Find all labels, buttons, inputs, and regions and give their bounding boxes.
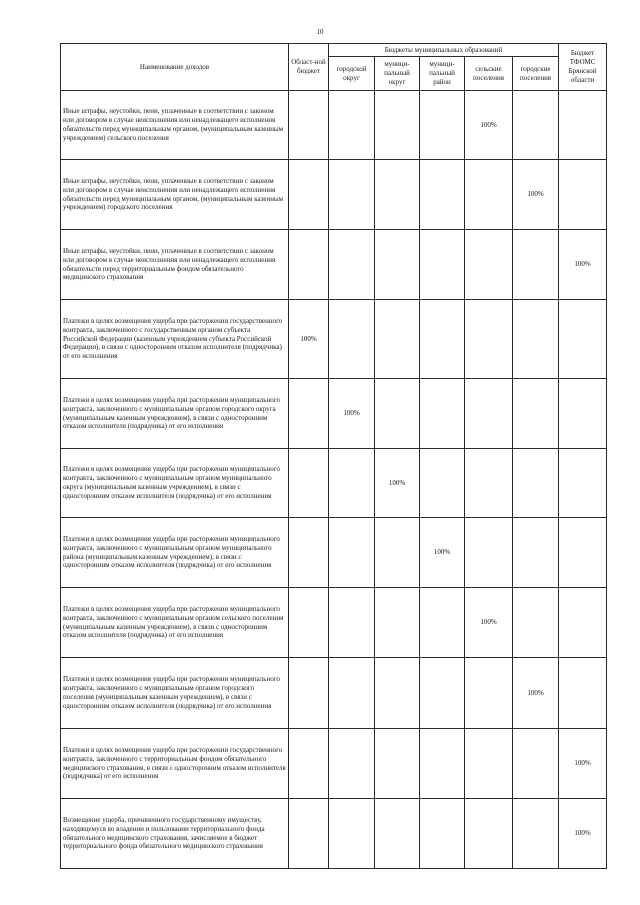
percentage-cell xyxy=(420,300,465,379)
percentage-cell xyxy=(375,91,420,160)
table-row xyxy=(61,91,607,160)
percentage-cell xyxy=(513,91,559,160)
percentage-cell xyxy=(465,160,513,230)
percentage-cell xyxy=(465,658,513,729)
percentage-cell: 100% xyxy=(329,379,375,449)
percentage-cell xyxy=(420,588,465,658)
percentage-cell: 100% xyxy=(289,300,329,379)
percentage-cell xyxy=(513,449,559,518)
percentage-cell: 100% xyxy=(559,230,607,300)
header-tfoms-budget: Бюджет ТФОМС Брянской области xyxy=(559,44,607,91)
percentage-cell xyxy=(465,799,513,869)
revenue-description: Возмещение ущерба, причиненного государственному имуществу, находящемуся во владении и пользовании территориального фонда обязательного медицинского страхования, зачисляемое в бюджет территориального фонда обязательного медицинского страхования xyxy=(61,799,289,869)
percentage-cell: 100% xyxy=(559,799,607,869)
percentage-cell xyxy=(329,230,375,300)
percentage-cell: 100% xyxy=(513,160,559,230)
percentage-cell xyxy=(559,658,607,729)
percentage-cell xyxy=(420,91,465,160)
percentage-cell xyxy=(329,449,375,518)
percentage-cell xyxy=(289,230,329,300)
percentage-cell xyxy=(329,518,375,588)
percentage-cell xyxy=(559,300,607,379)
table-row xyxy=(61,300,607,379)
revenue-description: Платежи в целях возмещения ущерба при расторжении муниципального контракта, заключенного с муниципальным органом городского округа (муниципальным казенным учреждением), в связи с односторонним отказом исполнителя (подрядчика) от его исполнения xyxy=(61,379,289,449)
header-municipal-rayon: муници-пальный район xyxy=(420,57,465,91)
percentage-cell xyxy=(420,230,465,300)
revenue-description: Иные штрафы, неустойки, пени, уплаченные в соответствии с законом или договором в случае неисполнения или ненадлежащего исполнения обязательств перед муниципальным органом, (муниципальным казенным учреждением) сельского поселения xyxy=(61,91,289,160)
table-row xyxy=(61,588,607,658)
percentage-cell xyxy=(375,379,420,449)
percentage-cell xyxy=(420,658,465,729)
percentage-cell xyxy=(559,91,607,160)
percentage-cell xyxy=(375,160,420,230)
revenue-description: Иные штрафы, неустойки, пени, уплаченные в соответствии с законом или договором в случае неисполнения или ненадлежащего исполнения обязательств перед территориальным фондом обязательного медицинского страхования xyxy=(61,230,289,300)
percentage-cell xyxy=(375,518,420,588)
percentage-cell xyxy=(465,300,513,379)
table-row xyxy=(61,518,607,588)
table-row xyxy=(61,379,607,449)
revenue-description: Иные штрафы, неустойки, пени, уплаченные в соответствии с законом или договором в случае неисполнения или ненадлежащего исполнения обязательств перед муниципальным органом, (муниципальным казенным учреждением) городского поселения xyxy=(61,160,289,230)
header-revenue-name: Наименование доходов xyxy=(61,44,289,91)
percentage-cell xyxy=(289,518,329,588)
percentage-cell xyxy=(289,799,329,869)
percentage-cell xyxy=(329,300,375,379)
percentage-cell xyxy=(375,799,420,869)
percentage-cell xyxy=(289,379,329,449)
percentage-cell xyxy=(513,799,559,869)
percentage-cell xyxy=(329,729,375,799)
table-body xyxy=(61,91,607,869)
revenue-description: Платежи в целях возмещения ущерба при расторжении муниципального контракта, заключенного с муниципальным органом сельского поселения (муниципальным казенным учреждением), в связи с односторонним отказом исполнителя (подрядчика) от его исполнения xyxy=(61,588,289,658)
revenue-distribution-table xyxy=(60,43,607,869)
table-row xyxy=(61,230,607,300)
percentage-cell xyxy=(329,658,375,729)
percentage-cell xyxy=(329,799,375,869)
percentage-cell xyxy=(420,449,465,518)
percentage-cell: 100% xyxy=(375,449,420,518)
percentage-cell xyxy=(465,449,513,518)
percentage-cell xyxy=(513,230,559,300)
percentage-cell xyxy=(375,230,420,300)
percentage-cell xyxy=(329,91,375,160)
percentage-cell xyxy=(559,379,607,449)
revenue-description: Платежи в целях возмещения ущерба при расторжении государственного контракта, заключенного с государственным органом субъекта Российской Федерации (казенным учреждением субъекта Российской Федерации), в связи с односторонним отказом исполнителя (подрядчика) от его исполнения xyxy=(61,300,289,379)
revenue-description: Платежи в целях возмещения ущерба при расторжении государственного контракта, заключенного с территориальным фондом обязательного медицинского страхования, в связи с односторонним отказом исполнителя (подрядчика) от его исполнения xyxy=(61,729,289,799)
header-municipal-budgets: Бюджеты муниципальных образований xyxy=(329,44,559,57)
percentage-cell xyxy=(329,588,375,658)
percentage-cell xyxy=(465,230,513,300)
percentage-cell: 100% xyxy=(513,658,559,729)
percentage-cell: 100% xyxy=(465,588,513,658)
table-row xyxy=(61,449,607,518)
percentage-cell xyxy=(513,379,559,449)
percentage-cell xyxy=(465,518,513,588)
percentage-cell xyxy=(559,518,607,588)
percentage-cell xyxy=(329,160,375,230)
percentage-cell xyxy=(420,379,465,449)
percentage-cell xyxy=(289,449,329,518)
percentage-cell xyxy=(513,729,559,799)
revenue-description: Платежи в целях возмещения ущерба при расторжении муниципального контракта, заключенного с муниципальным органом городского поселения (муниципальным казенным учреждением), в связи с односторонним отказом исполнителя (подрядчика) от его исполнения xyxy=(61,658,289,729)
percentage-cell xyxy=(559,160,607,230)
percentage-cell xyxy=(420,160,465,230)
header-municipal-district: муници-пальный округ xyxy=(375,57,420,91)
table-row xyxy=(61,729,607,799)
percentage-cell xyxy=(513,518,559,588)
percentage-cell xyxy=(465,729,513,799)
table-row xyxy=(61,160,607,230)
percentage-cell xyxy=(375,588,420,658)
header-rural-settlements: сельские поселения xyxy=(465,57,513,91)
percentage-cell xyxy=(465,379,513,449)
percentage-cell xyxy=(513,300,559,379)
percentage-cell xyxy=(289,91,329,160)
percentage-cell xyxy=(559,449,607,518)
percentage-cell xyxy=(420,799,465,869)
table-row xyxy=(61,658,607,729)
revenue-description: Платежи в целях возмещения ущерба при расторжении муниципального контракта, заключенного с муниципальным органом муниципального округа (муниципальным казенным учреждением), в связи с односторонним отказом исполнителя (подрядчика) от его исполнения xyxy=(61,449,289,518)
percentage-cell xyxy=(289,588,329,658)
percentage-cell xyxy=(375,658,420,729)
percentage-cell xyxy=(289,658,329,729)
percentage-cell xyxy=(375,729,420,799)
percentage-cell xyxy=(289,729,329,799)
header-city-district: городской округ xyxy=(329,57,375,91)
percentage-cell: 100% xyxy=(465,91,513,160)
table-row xyxy=(61,799,607,869)
percentage-cell: 100% xyxy=(420,518,465,588)
percentage-cell xyxy=(420,729,465,799)
page-number: 10 xyxy=(316,28,324,36)
percentage-cell xyxy=(289,160,329,230)
header-urban-settlements: городские поселения xyxy=(513,57,559,91)
percentage-cell xyxy=(375,300,420,379)
percentage-cell xyxy=(559,588,607,658)
percentage-cell xyxy=(513,588,559,658)
percentage-cell: 100% xyxy=(559,729,607,799)
revenue-description: Платежи в целях возмещения ущерба при расторжении муниципального контракта, заключенного с муниципальным органом муниципального района (муниципальным казенным учреждением), в связи с односторонним отказом исполнителя (подрядчика) от его исполнения xyxy=(61,518,289,588)
header-regional-budget: Област-ной бюджет xyxy=(289,44,329,91)
